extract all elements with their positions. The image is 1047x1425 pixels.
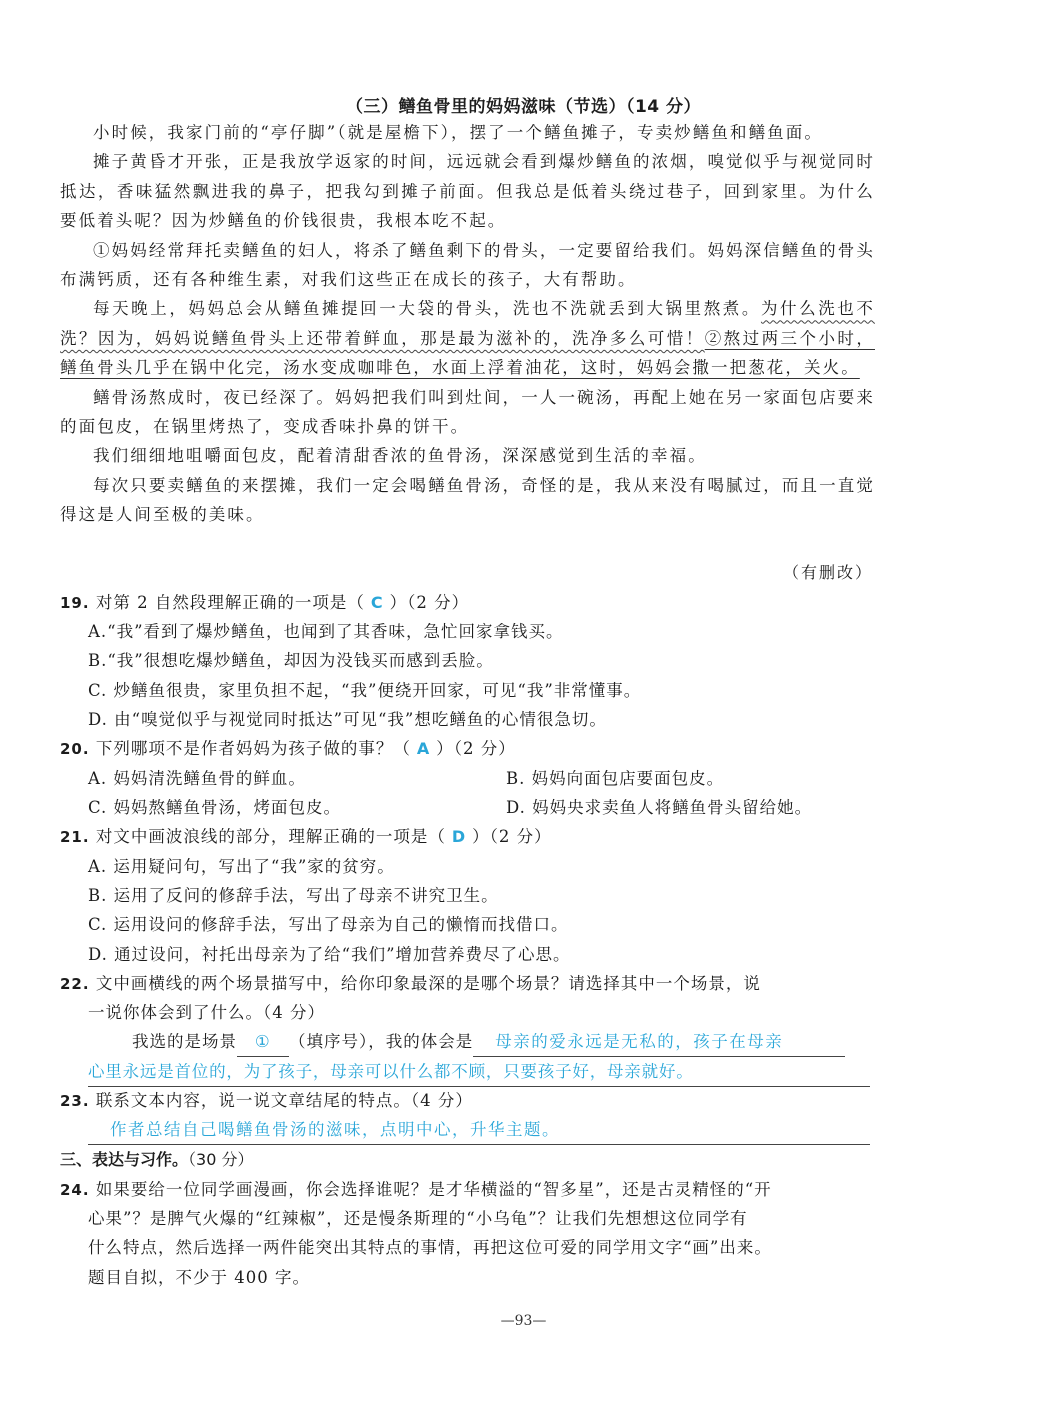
question-line-1: 如果要给一位同学画漫画，你会选择谁呢？是才华横溢的“智多星”，还是古灵精怪的“开 — [95, 1180, 772, 1199]
question-number: 24. — [60, 1181, 90, 1199]
option-c: C. 妈妈熬鳝鱼骨汤，烤面包皮。 — [88, 798, 342, 817]
section-heading — [60, 1145, 253, 1174]
answer-choice: A — [416, 739, 431, 758]
paragraph-6: 我们细细地咀嚼面包皮，配着清甜香浓的鱼骨汤，深深感觉到生活的幸福。 — [93, 446, 707, 466]
question-number: 23. — [60, 1092, 90, 1110]
question-stem: 下列哪项不是作者妈妈为孩子做的事？（ — [95, 739, 411, 758]
option-c: C. 炒鳝鱼很贵，家里负担不起，“我”便绕开回家，可见“我”非常懂事。 — [88, 681, 642, 700]
paragraph-4-plain: 每天晚上，妈妈总会从鳝鱼摊提回一大袋的骨头，洗也不洗就丢到大锅里熬煮。 — [93, 299, 761, 319]
question-score: ）（2 分） — [389, 593, 470, 612]
question-24 — [60, 1175, 875, 1205]
question-number: 19. — [60, 594, 90, 612]
question-23 — [60, 1086, 875, 1116]
option-d: D. 由“嗅觉似乎与视觉同时抵达”可见“我”想吃鳝鱼的心情很急切。 — [88, 710, 607, 729]
paragraph-7: 每次只要卖鳝鱼的来摆摊，我们一定会喝鳝鱼骨汤，奇怪的是，我从来没有喝腻过，而且一直觉得这是人间至极的美味。 — [60, 475, 875, 525]
option-b: B. 运用了反问的修辞手法，写出了母亲不讲究卫生。 — [88, 886, 499, 905]
question-line-4: 题目自拟，不少于 400 字。 — [88, 1268, 310, 1287]
question-20 — [60, 734, 875, 764]
question-21 — [60, 822, 875, 852]
paragraph-5: 鳝骨汤熬成时，夜已经深了。妈妈把我们叫到灶间，一人一碗汤，再配上她在另一家面包店要来的面包皮，在锅里烤热了，变成香味扑鼻的饼干。 — [60, 387, 875, 437]
paragraph-2: 摊子黄昏才开张，正是我放学返家的时间，远远就会看到爆炒鳝鱼的浓烟，嗅觉似乎与视觉同时抵达，香味猛然飘进我的鼻子，把我勾到摊子前面。但我总是低着头绕过巷子，回到家里。为什么要低着头呢？因为炒鳝鱼的价钱很贵，我根本吃不起。 — [60, 152, 875, 231]
option-a: A. 妈妈清洗鳝鱼骨的鲜血。 — [88, 769, 306, 788]
section-label: 三、表达与习作。 — [60, 1150, 189, 1169]
question-22 — [60, 969, 875, 999]
scene-choice-answer: ① — [237, 1027, 289, 1057]
question-number: 20. — [60, 740, 90, 758]
option-b: B.“我”很想吃爆炒鳝鱼，却因为没钱买而感到丢脸。 — [88, 651, 494, 670]
answer-line-2 — [88, 1057, 870, 1087]
wavy-underlined-text: 为什么洗也不洗？因为，妈妈说鳝鱼骨头上还带着鲜血，那是最为滋补的，洗净多么可惜！ — [60, 299, 875, 348]
question-19 — [60, 588, 875, 618]
question-line-3: 什么特点，然后选择一两件能突出其特点的事情，再把这位可爱的同学用文字“画”出来。 — [88, 1238, 772, 1257]
answer-line — [88, 1115, 870, 1145]
option-a: A. 运用疑问句，写出了“我”家的贫穷。 — [88, 857, 395, 876]
passage-title: （三）鳝鱼骨里的妈妈滋味（节选）（14 分） — [345, 97, 702, 117]
question-stem: 对文中画波浪线的部分，理解正确的一项是（ — [95, 827, 446, 846]
option-d: D. 妈妈央求卖鱼人将鳝鱼骨头留给她。 — [506, 798, 813, 817]
underlined-scene-2: ②熬过两三个小时，鳝鱼骨头几乎在锅中化完，汤水变成咖啡色，水面上浮着油花，这时，妈妈会撒一把葱花，关火。 — [60, 328, 875, 378]
question-line-2: 心果”？是脾气火爆的“红辣椒”，还是慢条斯理的“小乌龟”？让我们先想想这位同学有 — [88, 1209, 748, 1228]
handwritten-answer: 作者总结自己喝鳝鱼骨汤的滋味，点明中心，升华主题。 — [88, 1115, 870, 1145]
option-c: C. 运用设问的修辞手法，写出了母亲为自己的懒惰而找借口。 — [88, 915, 569, 934]
paragraph-3: ①妈妈经常拜托卖鳝鱼的妇人，将杀了鳝鱼剩下的骨头，一定要留给我们。妈妈深信鳝鱼的骨头布满钙质，还有各种维生素，对我们这些正在成长的孩子，大有帮助。 — [60, 240, 875, 290]
question-stem: 文中画横线的两个场景描写中，给你印象最深的是哪个场景？请选择其中一个场景，说 — [95, 974, 761, 993]
question-number: 22. — [60, 975, 90, 993]
question-score: ）（2 分） — [472, 827, 552, 846]
fill-prompt: 我选的是场景 — [132, 1032, 237, 1051]
handwritten-answer-line-2: 心里永远是首位的，为了孩子，母亲可以什么都不顾，只要孩子好，母亲就好。 — [88, 1057, 870, 1087]
section-score: （30 分） — [188, 1150, 254, 1169]
option-d: D. 通过设问，衬托出母亲为了给“我们”增加营养费尽了心思。 — [88, 945, 571, 964]
option-b: B. 妈妈向面包店要面包皮。 — [506, 769, 725, 788]
question-number: 21. — [60, 828, 90, 846]
question-stem: 对第 2 自然段理解正确的一项是（ — [95, 593, 365, 612]
page-number: —93— — [500, 1313, 547, 1329]
reading-passage — [60, 118, 875, 530]
fill-in-line — [132, 1027, 877, 1057]
handwritten-answer-line-1: 母亲的爱永远是无私的，孩子在母亲 — [473, 1027, 845, 1057]
answer-choice: D — [451, 827, 467, 846]
question-stem: 联系文本内容，说一说文章结尾的特点。（4 分） — [95, 1091, 473, 1110]
fill-prompt-2: （填序号），我的体会是 — [289, 1032, 474, 1051]
paragraph-4 — [60, 294, 875, 382]
source-note: （有删改） — [782, 563, 873, 582]
question-stem-continued: 一说你体会到了什么。（4 分） — [88, 1003, 325, 1022]
paragraph-1: 小时候，我家门前的“亭仔脚”（就是屋檐下），摆了一个鳝鱼摊子，专卖炒鳝鱼和鳝鱼面。 — [93, 123, 823, 142]
answer-choice: C — [370, 593, 384, 612]
option-a: A.“我”看到了爆炒鳝鱼，也闻到了其香味，急忙回家拿钱买。 — [88, 622, 564, 641]
question-score: ）（2 分） — [436, 739, 516, 758]
